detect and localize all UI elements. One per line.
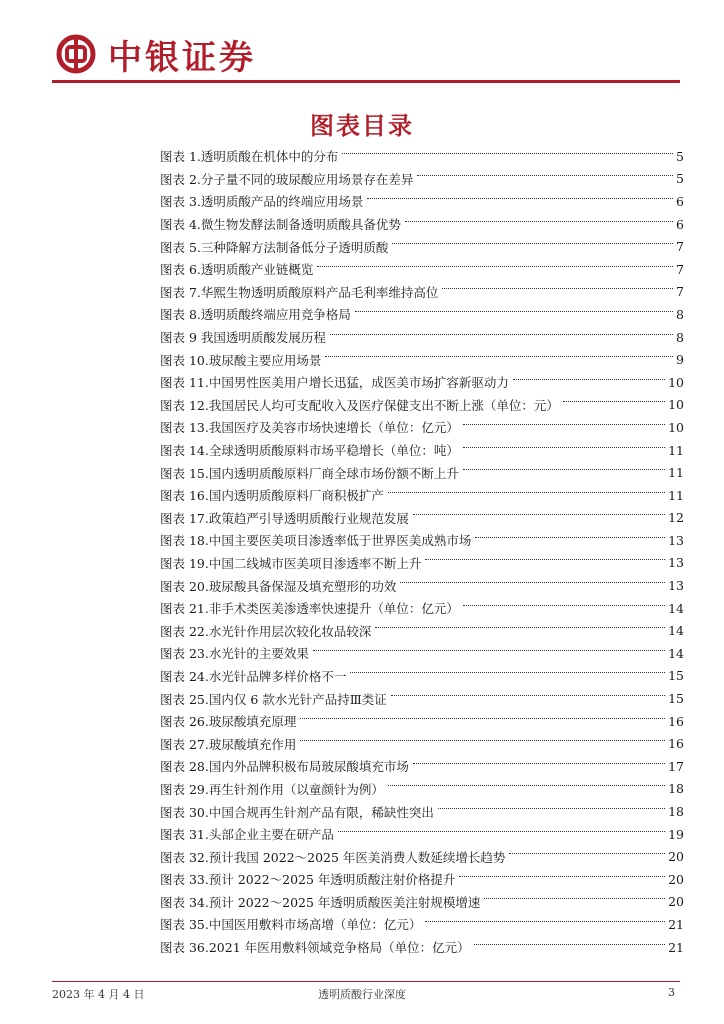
toc-entry[interactable] xyxy=(160,574,684,597)
toc-leader-dots xyxy=(330,334,673,335)
toc-entry-page: 13 xyxy=(668,532,684,548)
toc-entry[interactable] xyxy=(160,303,684,326)
toc-entry[interactable] xyxy=(160,213,684,236)
toc-leader-dots xyxy=(463,469,665,470)
toc-entry[interactable] xyxy=(160,281,684,304)
toc-entry[interactable] xyxy=(160,258,684,281)
toc-entry-title: 图表 8.透明质酸终端应用竞争格局 xyxy=(160,307,351,323)
toc-entry-title: 图表 13.我国医疗及美容市场快速增长（单位：亿元） xyxy=(160,420,459,436)
bank-of-china-logo-icon xyxy=(56,34,96,74)
toc-leader-dots xyxy=(438,808,665,809)
toc-entry-page: 11 xyxy=(668,487,684,503)
toc-entry-title: 图表 22.水光针作用层次较化妆品较深 xyxy=(160,623,372,639)
toc-leader-dots xyxy=(563,401,665,402)
toc-leader-dots xyxy=(400,582,665,583)
toc-entry-page: 6 xyxy=(676,193,684,209)
toc-entry[interactable] xyxy=(160,891,684,914)
toc-leader-dots xyxy=(391,695,665,696)
toc-leader-dots xyxy=(325,356,673,357)
toc-entry-title: 图表 3.透明质酸产品的终端应用场景 xyxy=(160,194,364,210)
toc-entry-title: 图表 33.预计 2022～2025 年透明质酸注射价格提升 xyxy=(160,872,456,888)
toc-leader-dots xyxy=(313,650,665,651)
toc-entry[interactable] xyxy=(160,168,684,191)
toc-entry[interactable] xyxy=(160,913,684,936)
toc-entry-title: 图表 18.中国主要医美项目渗透率低于世界医美成熟市场 xyxy=(160,533,472,549)
toc-entry[interactable] xyxy=(160,235,684,258)
toc-entry-page: 16 xyxy=(668,736,684,752)
toc-entry-title: 图表 20.玻尿酸具备保湿及填充塑形的功效 xyxy=(160,578,397,594)
toc-entry-page: 14 xyxy=(668,600,684,616)
toc-leader-dots xyxy=(338,831,665,832)
toc-entry-title: 图表 34.预计 2022～2025 年透明质酸医美注射规模增速 xyxy=(160,894,481,910)
toc-leader-dots xyxy=(417,175,673,176)
toc-entry[interactable] xyxy=(160,755,684,778)
toc-leader-dots xyxy=(367,198,673,199)
toc-entry-page: 10 xyxy=(668,374,684,390)
toc-entry[interactable] xyxy=(160,190,684,213)
toc-entry-title: 图表 19.中国二线城市医美项目渗透率不断上升 xyxy=(160,555,422,571)
toc-leader-dots xyxy=(509,853,665,854)
toc-entry-title: 图表 15.国内透明质酸原料厂商全球市场份额不断上升 xyxy=(160,465,459,481)
footer-divider xyxy=(52,981,680,982)
toc-entry[interactable] xyxy=(160,416,684,439)
toc-entry-title: 图表 17.政策趋严引导透明质酸行业规范发展 xyxy=(160,510,409,526)
toc-entry-title: 图表 4.微生物发酵法制备透明质酸具备优势 xyxy=(160,217,401,233)
toc-entry[interactable] xyxy=(160,507,684,530)
toc-entry[interactable] xyxy=(160,710,684,733)
toc-entry-page: 9 xyxy=(676,352,684,368)
toc-leader-dots xyxy=(350,672,665,673)
toc-entry[interactable] xyxy=(160,619,684,642)
toc-leader-dots xyxy=(300,740,665,741)
toc-entry-page: 20 xyxy=(668,849,684,865)
toc-entry-title: 图表 12.我国居民人均可支配收入及医疗保健支出不断上涨（单位：元） xyxy=(160,397,559,413)
toc-leader-dots xyxy=(342,153,673,154)
toc-entry-title: 图表 1.透明质酸在机体中的分布 xyxy=(160,149,339,165)
toc-entry-title: 图表 31.头部企业主要在研产品 xyxy=(160,827,334,843)
toc-entry-title: 图表 9 我国透明质酸发展历程 xyxy=(160,330,326,346)
toc-leader-dots xyxy=(475,537,665,538)
toc-entry-title: 图表 28.国内外品牌积极布局玻尿酸填充市场 xyxy=(160,759,409,775)
toc-leader-dots xyxy=(463,424,665,425)
toc-entry-page: 20 xyxy=(668,894,684,910)
toc-leader-dots xyxy=(388,492,665,493)
toc-entry-page: 21 xyxy=(668,939,684,955)
toc-entry-title: 图表 21.非手术类医美渗透率快速提升（单位：亿元） xyxy=(160,601,459,617)
header-divider xyxy=(52,80,680,83)
toc-entry[interactable] xyxy=(160,732,684,755)
toc-entry-title: 图表 10.玻尿酸主要应用场景 xyxy=(160,352,322,368)
toc-entry[interactable] xyxy=(160,371,684,394)
toc-entry[interactable] xyxy=(160,348,684,371)
toc-entry-page: 15 xyxy=(668,691,684,707)
toc-leader-dots xyxy=(413,763,665,764)
toc-leader-dots xyxy=(375,627,665,628)
toc-leader-dots xyxy=(317,266,673,267)
toc-entry-title: 图表 2.分子量不同的玻尿酸应用场景存在差异 xyxy=(160,171,414,187)
toc-entry-page: 10 xyxy=(668,397,684,413)
toc-entry[interactable] xyxy=(160,145,684,168)
toc-entry[interactable] xyxy=(160,461,684,484)
toc-entry[interactable] xyxy=(160,845,684,868)
toc-leader-dots xyxy=(442,288,673,289)
toc-leader-dots xyxy=(513,379,665,380)
toc-entry[interactable] xyxy=(160,642,684,665)
toc-entry-title: 图表 26.玻尿酸填充原理 xyxy=(160,714,297,730)
toc-entry[interactable] xyxy=(160,326,684,349)
toc-entry-page: 8 xyxy=(676,306,684,322)
toc-entry-page: 11 xyxy=(668,465,684,481)
toc-leader-dots xyxy=(474,944,665,945)
toc-entry-title: 图表 27.玻尿酸填充作用 xyxy=(160,736,297,752)
toc-leader-dots xyxy=(425,921,665,922)
toc-leader-dots xyxy=(484,898,665,899)
toc-entry[interactable] xyxy=(160,394,684,417)
toc-entry[interactable] xyxy=(160,665,684,688)
toc-entry-title: 图表 14.全球透明质酸原料市场平稳增长（单位：吨） xyxy=(160,443,459,459)
toc-entry-page: 14 xyxy=(668,623,684,639)
toc-leader-dots xyxy=(355,311,673,312)
toc-entry[interactable] xyxy=(160,800,684,823)
toc-entry-title: 图表 32.预计我国 2022～2025 年医美消费人数延续增长趋势 xyxy=(160,849,506,865)
toc-entry-page: 13 xyxy=(668,555,684,571)
toc-leader-dots xyxy=(405,221,673,222)
toc-entry-page: 12 xyxy=(668,510,684,526)
brand-name: 中银证券 xyxy=(108,38,256,78)
toc-entry-title: 图表 29.再生针剂作用（以童颜针为例） xyxy=(160,781,384,797)
table-of-figures xyxy=(160,145,684,958)
toc-entry-page: 6 xyxy=(676,216,684,232)
toc-entry-page: 7 xyxy=(676,284,684,300)
toc-entry-page: 19 xyxy=(668,826,684,842)
page-title: 图表目录 xyxy=(310,111,414,140)
toc-entry-title: 图表 24.水光针品牌多样价格不一 xyxy=(160,668,347,684)
toc-entry[interactable] xyxy=(160,823,684,846)
footer-date: 2023 年 4 月 4 日 xyxy=(52,988,145,1001)
toc-entry-page: 18 xyxy=(668,804,684,820)
toc-entry[interactable] xyxy=(160,439,684,462)
header xyxy=(52,14,680,84)
footer-doc-title: 透明质酸行业深度 xyxy=(318,988,406,1001)
toc-entry-page: 15 xyxy=(668,668,684,684)
toc-entry[interactable] xyxy=(160,597,684,620)
toc-entry-title: 图表 5.三种降解方法制备低分子透明质酸 xyxy=(160,239,389,255)
toc-entry[interactable] xyxy=(160,778,684,801)
toc-entry-page: 18 xyxy=(668,781,684,797)
toc-entry-title: 图表 11.中国男性医美用户增长迅猛，成医美市场扩容新驱动力 xyxy=(160,375,509,391)
toc-entry[interactable] xyxy=(160,552,684,575)
toc-entry-page: 16 xyxy=(668,713,684,729)
footer-page-number: 3 xyxy=(668,986,675,999)
toc-entry-title: 图表 25.国内仅 6 款水光针产品持Ⅲ类证 xyxy=(160,691,387,707)
toc-entry[interactable] xyxy=(160,687,684,710)
toc-entry[interactable] xyxy=(160,868,684,891)
toc-leader-dots xyxy=(463,605,665,606)
toc-entry-page: 7 xyxy=(676,239,684,255)
toc-entry[interactable] xyxy=(160,484,684,507)
toc-entry-title: 图表 35.中国医用敷料市场高增（单位：亿元） xyxy=(160,917,422,933)
toc-leader-dots xyxy=(459,876,665,877)
toc-leader-dots xyxy=(425,559,665,560)
toc-entry-title: 图表 36.2021 年医用敷料领域竞争格局（单位：亿元） xyxy=(160,940,470,956)
toc-entry-page: 5 xyxy=(676,171,684,187)
toc-leader-dots xyxy=(392,243,673,244)
toc-leader-dots xyxy=(463,447,665,448)
toc-entry-page: 11 xyxy=(668,442,684,458)
toc-entry-page: 14 xyxy=(668,645,684,661)
toc-entry-page: 20 xyxy=(668,871,684,887)
toc-entry-page: 10 xyxy=(668,419,684,435)
toc-entry-page: 21 xyxy=(668,916,684,932)
toc-entry-page: 5 xyxy=(676,148,684,164)
toc-entry-title: 图表 23.水光针的主要效果 xyxy=(160,646,309,662)
toc-leader-dots xyxy=(300,718,665,719)
toc-leader-dots xyxy=(388,785,665,786)
toc-leader-dots xyxy=(413,514,665,515)
toc-entry-page: 8 xyxy=(676,329,684,345)
toc-entry-title: 图表 16.国内透明质酸原料厂商积极扩产 xyxy=(160,488,384,504)
toc-entry-title: 图表 6.透明质酸产业链概览 xyxy=(160,262,314,278)
toc-entry-page: 7 xyxy=(676,261,684,277)
toc-entry[interactable] xyxy=(160,529,684,552)
toc-entry[interactable] xyxy=(160,936,684,959)
toc-entry-page: 17 xyxy=(668,758,684,774)
toc-entry-title: 图表 7.华熙生物透明质酸原料产品毛利率维持高位 xyxy=(160,284,439,300)
toc-entry-title: 图表 30.中国合规再生针剂产品有限，稀缺性突出 xyxy=(160,804,434,820)
toc-entry-page: 13 xyxy=(668,578,684,594)
